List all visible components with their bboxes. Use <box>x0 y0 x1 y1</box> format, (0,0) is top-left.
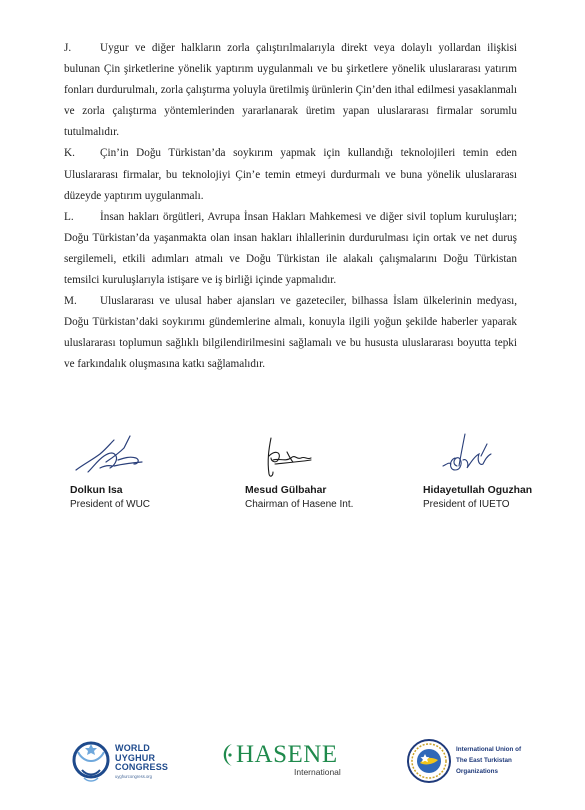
handwritten-signature <box>423 430 503 482</box>
signatory-title: Chairman of Hasene Int. <box>245 499 354 510</box>
ieuto-logo-text <box>456 744 521 777</box>
signatory-title: President of IUETO <box>423 499 510 510</box>
wuc-line-3: CONGRESS <box>115 762 169 772</box>
signature-block-mesud-gulbahar <box>245 430 415 510</box>
clause-letter: K. <box>64 147 75 160</box>
wuc-emblem-icon <box>70 738 112 786</box>
clause-text: Uluslararası ve ulusal haber ajansları ve gazeteciler, bilhassa İslam ülkelerinin medyası, Doğu Türkistan’daki soykırımı gündemlerine almalı, konuyla ilgili yoğun şekilde haberler yaparak uluslararası toplumun sağlıklı bilgilendirilmesini sağlamalı ve bu hususta uluslararası boyutta tepki ve farkındalık oluşmasına katkı sağlamalıdır. <box>64 295 517 371</box>
ieuto-line-2: The East Turkistan <box>456 757 512 764</box>
clause-letter: J. <box>64 42 72 54</box>
clause-l <box>64 207 517 291</box>
signature-block-dolkun-isa <box>70 430 240 510</box>
wuc-logo <box>70 736 170 786</box>
clause-letter: M. <box>64 295 77 308</box>
ieuto-line-3: Organizations <box>456 768 498 775</box>
signatory-name: Dolkun Isa <box>70 485 123 496</box>
handwritten-signature <box>245 430 325 482</box>
handwritten-signature <box>70 430 150 482</box>
clause-text: Çin’in Doğu Türkistan’da soykırım yapmak için kullandığı teknolojileri temin eden Uluslararası firmalar, bu teknolojiyi Çin’e temin etmeyi durdurmalı ve buna yönelik uluslararası düzeyde yaptırım uygulanmalı. <box>64 147 517 202</box>
signatory-name: Hidayetullah Oguzhan <box>423 485 533 496</box>
ieuto-seal-icon <box>406 736 452 786</box>
wuc-logo-text <box>115 744 168 773</box>
ieuto-logo <box>406 736 536 788</box>
clause-text: İnsan hakları örgütleri, Avrupa İnsan Hakları Mahkemesi ve diğer sivil toplum kuruluşları; Doğu Türkistan’da yaşanmakta olan insan hakları ihlallerinin durdurulması için ortak ve net duruş sergilemeli, etkili adımları atmalı ve Doğu Türkistan ile alakalı çalışmalarını Doğu Türkistan temsilci kuruluşlarıyla istişare ve iş birliği içinde yapmalıdır. <box>64 210 517 287</box>
clause-letter: L. <box>64 210 74 223</box>
signatory-name: Mesud Gülbahar <box>245 485 327 496</box>
crescent-icon <box>218 742 236 768</box>
ieuto-line-1: International Union of <box>456 746 522 753</box>
signature-block-hidayetullah-oguzhan <box>423 430 585 510</box>
document-body <box>64 38 517 376</box>
wuc-url: uyghurcongress.org <box>115 774 153 779</box>
signatory-title: President of WUC <box>70 499 151 510</box>
hasene-subtitle: International <box>294 767 341 777</box>
wuc-line-1: WORLD <box>115 743 150 753</box>
clause-m <box>64 291 517 375</box>
hasene-logo <box>218 736 348 786</box>
footer-logos <box>0 736 585 796</box>
clause-j <box>64 38 517 143</box>
clause-k <box>64 143 517 206</box>
hasene-wordmark: HASENE <box>236 741 338 768</box>
clause-text: Uygur ve diğer halkların zorla çalıştırılmalarıyla direkt veya dolaylı yollardan ilişkisi bulunan Çin şirketlerine yönelik yaptırım uygulanmalı ve bu şirketlere yönelik uluslararası yatırım fonları durdurulmalı, zorla çalıştırma yoluyla üretilmiş ürünlerin Çin’den ithal edilmesi yasaklanmalı ve zorla çalıştırma yöntemlerinden yararlanarak üretim yapan uluslararası firmalar sorumlu tutulmalıdır. <box>64 42 517 139</box>
wuc-line-2: UYGHUR <box>115 752 156 763</box>
